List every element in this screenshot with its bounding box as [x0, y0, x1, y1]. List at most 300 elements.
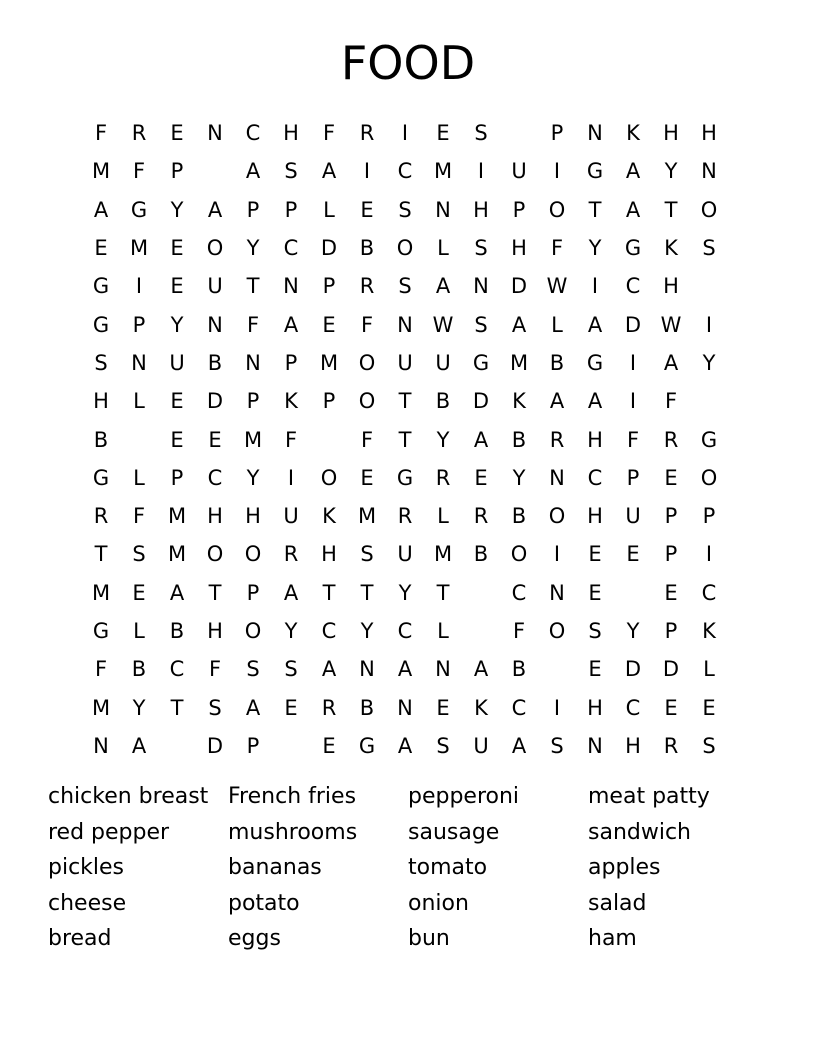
grid-letter: F — [132, 504, 146, 529]
grid-letter: B — [169, 619, 185, 643]
grid-letter: F — [550, 236, 564, 261]
grid-letter: N — [93, 733, 109, 758]
grid-letter: G — [92, 465, 110, 490]
grid-row — [82, 535, 728, 573]
grid-letter: G — [472, 350, 490, 375]
grid-letter: M — [509, 350, 529, 375]
grid-letter: E — [360, 197, 374, 222]
grid-letter: D — [624, 312, 642, 337]
word-list-item: red pepper — [48, 819, 170, 845]
grid-letter: E — [170, 274, 184, 299]
grid-letter: A — [473, 427, 489, 452]
grid-letter: G — [586, 350, 604, 375]
grid-letter: N — [587, 121, 603, 146]
grid-letter: H — [93, 389, 109, 414]
word-list-item: tomato — [408, 855, 488, 880]
grid-letter: A — [245, 695, 261, 720]
grid-letter: E — [626, 542, 640, 567]
grid-letter: E — [436, 695, 450, 720]
grid-letter: D — [206, 733, 224, 758]
grid-letter: G — [586, 159, 604, 184]
grid-letter: A — [207, 197, 223, 222]
grid-letter: F — [94, 657, 108, 682]
grid-letter: P — [170, 159, 184, 184]
grid-letter: M — [167, 504, 187, 529]
grid-letter: H — [283, 121, 299, 146]
grid-letter: R — [663, 733, 679, 758]
grid-letter: R — [549, 427, 565, 452]
grid-letter: A — [245, 159, 261, 184]
grid-row — [82, 191, 728, 229]
grid-letter: Y — [436, 427, 450, 452]
grid-letter: G — [92, 619, 110, 643]
grid-letter: M — [433, 542, 453, 567]
grid-letter: P — [626, 465, 640, 490]
grid-letter: E — [588, 580, 602, 605]
grid-letter: A — [435, 274, 451, 299]
grid-letter: L — [133, 389, 145, 414]
grid-letter: M — [433, 159, 453, 184]
grid-letter: O — [206, 236, 224, 261]
grid-letter: A — [283, 580, 299, 605]
grid-letter: H — [587, 695, 603, 720]
grid-letter: W — [432, 312, 454, 337]
page-title: FOOD — [340, 36, 476, 90]
grid-letter: S — [474, 121, 488, 146]
grid-letter: E — [170, 236, 184, 261]
grid-letter: I — [553, 542, 561, 567]
grid-letter: I — [477, 159, 485, 184]
grid-letter: U — [207, 274, 223, 299]
grid-letter: E — [664, 465, 678, 490]
grid-letter: C — [283, 236, 299, 261]
grid-letter: U — [283, 504, 299, 529]
grid-letter: D — [510, 274, 528, 299]
grid-letter: P — [132, 312, 146, 337]
word-list-item: bread — [48, 926, 112, 951]
grid-letter: L — [703, 657, 715, 682]
grid-letter: T — [360, 580, 374, 605]
grid-letter: O — [358, 389, 376, 414]
grid-letter: F — [664, 389, 678, 414]
word-list-item: ham — [588, 926, 637, 951]
grid-letter: S — [208, 695, 222, 720]
word-list-item: chicken breast — [48, 784, 209, 809]
grid-letter: R — [283, 542, 299, 567]
grid-letter: M — [91, 580, 111, 605]
grid-letter: H — [625, 733, 641, 758]
word-list-item: cheese — [48, 890, 127, 916]
grid-row — [82, 497, 728, 535]
grid-letter: D — [206, 389, 224, 414]
grid-letter: N — [549, 465, 565, 490]
grid-letter: P — [246, 580, 260, 605]
grid-letter: S — [702, 236, 716, 261]
grid-letter: U — [169, 350, 185, 375]
grid-letter: B — [435, 389, 451, 414]
grid-letter: G — [92, 274, 110, 299]
grid-letter: K — [284, 389, 298, 414]
grid-letter: S — [550, 733, 564, 758]
grid-letter: Y — [360, 619, 374, 643]
word-list — [48, 779, 768, 957]
grid-letter: H — [473, 197, 489, 222]
grid-letter: E — [94, 236, 108, 261]
grid-letter: B — [93, 427, 109, 452]
grid-letter: C — [625, 274, 641, 299]
grid-letter: Y — [702, 350, 716, 375]
grid-letter: M — [243, 427, 263, 452]
grid-letter: I — [363, 159, 371, 184]
grid-letter: D — [662, 657, 680, 682]
grid-letter: B — [207, 350, 223, 375]
grid-letter: F — [512, 619, 526, 643]
grid-letter: I — [705, 312, 713, 337]
word-list-item: pickles — [48, 855, 125, 880]
grid-row — [82, 420, 728, 458]
grid-letter: E — [702, 695, 716, 720]
grid-letter: Y — [588, 236, 602, 261]
grid-row — [82, 612, 728, 650]
word-list-item: apples — [588, 855, 661, 880]
grid-letter: R — [93, 504, 109, 529]
grid-letter: R — [359, 274, 375, 299]
word-list-item: eggs — [228, 926, 281, 951]
grid-letter: N — [283, 274, 299, 299]
grid-row — [82, 267, 728, 305]
grid-letter: I — [287, 465, 295, 490]
grid-letter: E — [170, 121, 184, 146]
grid-letter: F — [322, 121, 336, 146]
grid-letter: L — [437, 504, 449, 529]
grid-letter: O — [244, 542, 262, 567]
grid-letter: Y — [664, 159, 678, 184]
grid-letter: L — [133, 619, 145, 643]
grid-letter: I — [629, 389, 637, 414]
grid-letter: Y — [512, 465, 526, 490]
grid-letter: H — [663, 274, 679, 299]
grid-letter: L — [437, 619, 449, 643]
grid-letter: T — [398, 427, 412, 452]
grid-letter: F — [360, 312, 374, 337]
grid-letter: E — [322, 733, 336, 758]
grid-letter: P — [284, 197, 298, 222]
grid-letter: R — [397, 504, 413, 529]
grid-letter: T — [246, 274, 260, 299]
grid-letter: P — [284, 350, 298, 375]
grid-letter: R — [321, 695, 337, 720]
grid-letter: O — [548, 619, 566, 643]
word-list-item: pepperoni — [408, 784, 520, 809]
grid-letter: F — [360, 427, 374, 452]
grid-letter: P — [664, 619, 678, 643]
grid-letter: Y — [246, 236, 260, 261]
grid-letter: E — [208, 427, 222, 452]
grid-letter: B — [549, 350, 565, 375]
grid-letter: N — [435, 197, 451, 222]
grid-letter: S — [398, 274, 412, 299]
grid-letter: S — [398, 197, 412, 222]
grid-letter: G — [92, 312, 110, 337]
grid-row — [82, 114, 728, 152]
grid-letter: H — [587, 427, 603, 452]
grid-letter: T — [664, 197, 678, 222]
grid-letter: H — [207, 504, 223, 529]
grid-letter: P — [702, 504, 716, 529]
grid-letter: H — [321, 542, 337, 567]
grid-letter: H — [663, 121, 679, 146]
grid-letter: Y — [132, 695, 146, 720]
grid-letter: C — [207, 465, 223, 490]
grid-letter: U — [625, 504, 641, 529]
grid-letter: O — [700, 197, 718, 222]
grid-letter: G — [358, 733, 376, 758]
grid-letter: I — [553, 695, 561, 720]
grid-letter: T — [436, 580, 450, 605]
grid-letter: E — [132, 580, 146, 605]
grid-letter: C — [321, 619, 337, 643]
grid-letter: T — [208, 580, 222, 605]
grid-letter: A — [549, 389, 565, 414]
grid-letter: A — [625, 197, 641, 222]
grid-letter: G — [624, 236, 642, 261]
grid-letter: H — [587, 504, 603, 529]
grid-letter: I — [705, 542, 713, 567]
grid-letter: P — [664, 542, 678, 567]
grid-letter: N — [701, 159, 717, 184]
grid-letter: H — [511, 236, 527, 261]
word-list-item: bananas — [228, 855, 322, 880]
grid-row — [82, 650, 728, 688]
grid-letter: D — [472, 389, 490, 414]
grid-row — [82, 344, 728, 382]
grid-letter: C — [625, 695, 641, 720]
word-list-item: onion — [408, 890, 469, 916]
grid-letter: B — [359, 695, 375, 720]
grid-letter: I — [553, 159, 561, 184]
grid-letter: F — [626, 427, 640, 452]
grid-letter: E — [322, 312, 336, 337]
grid-letter: U — [397, 350, 413, 375]
letter-grid — [82, 114, 728, 765]
grid-letter: A — [321, 159, 337, 184]
grid-letter: E — [284, 695, 298, 720]
word-list-item: meat patty — [588, 784, 710, 809]
grid-letter: D — [624, 657, 642, 682]
grid-letter: L — [323, 197, 335, 222]
grid-letter: I — [401, 121, 409, 146]
grid-letter: E — [588, 542, 602, 567]
grid-letter: S — [246, 657, 260, 682]
grid-letter: I — [135, 274, 143, 299]
grid-letter: A — [321, 657, 337, 682]
grid-letter: K — [702, 619, 716, 643]
grid-letter: H — [245, 504, 261, 529]
grid-letter: C — [587, 465, 603, 490]
grid-letter: N — [473, 274, 489, 299]
grid-letter: T — [588, 197, 602, 222]
grid-letter: E — [170, 389, 184, 414]
grid-letter: A — [663, 350, 679, 375]
grid-letter: A — [511, 733, 527, 758]
grid-letter: O — [244, 619, 262, 643]
grid-letter: D — [320, 236, 338, 261]
grid-letter: B — [359, 236, 375, 261]
grid-letter: R — [359, 121, 375, 146]
grid-letter: W — [660, 312, 682, 337]
grid-letter: Y — [284, 619, 298, 643]
grid-letter: A — [283, 312, 299, 337]
grid-letter: U — [397, 542, 413, 567]
grid-letter: B — [473, 542, 489, 567]
grid-letter: O — [700, 465, 718, 490]
grid-row — [82, 152, 728, 190]
grid-letter: H — [207, 619, 223, 643]
grid-row — [82, 305, 728, 343]
grid-letter: K — [512, 389, 526, 414]
grid-letter: O — [320, 465, 338, 490]
grid-letter: E — [360, 465, 374, 490]
word-list-item: sausage — [408, 819, 500, 845]
grid-letter: K — [664, 236, 678, 261]
grid-letter: F — [284, 427, 298, 452]
grid-row — [82, 727, 728, 765]
grid-letter: C — [397, 619, 413, 643]
grid-letter: M — [319, 350, 339, 375]
grid-letter: P — [246, 197, 260, 222]
grid-letter: U — [435, 350, 451, 375]
grid-letter: C — [245, 121, 261, 146]
grid-letter: G — [700, 427, 718, 452]
grid-letter: N — [207, 312, 223, 337]
grid-letter: A — [131, 733, 147, 758]
grid-letter: O — [206, 542, 224, 567]
grid-letter: K — [322, 504, 336, 529]
grid-row — [82, 382, 728, 420]
word-list-item: potato — [228, 890, 300, 916]
grid-letter: T — [398, 389, 412, 414]
grid-letter: R — [435, 465, 451, 490]
grid-letter: S — [360, 542, 374, 567]
grid-letter: C — [169, 657, 185, 682]
grid-letter: G — [130, 197, 148, 222]
word-list-item: mushrooms — [228, 819, 358, 845]
grid-letter: P — [322, 274, 336, 299]
grid-letter: S — [436, 733, 450, 758]
grid-letter: L — [437, 236, 449, 261]
word-list-item: salad — [588, 890, 647, 916]
grid-letter: S — [702, 733, 716, 758]
grid-letter: N — [207, 121, 223, 146]
grid-row — [82, 459, 728, 497]
grid-letter: N — [359, 657, 375, 682]
grid-letter: A — [511, 312, 527, 337]
grid-letter: Y — [626, 619, 640, 643]
grid-letter: C — [701, 580, 717, 605]
grid-row — [82, 688, 728, 726]
grid-letter: F — [246, 312, 260, 337]
grid-letter: N — [245, 350, 261, 375]
grid-letter: C — [397, 159, 413, 184]
grid-letter: A — [587, 389, 603, 414]
grid-letter: O — [548, 197, 566, 222]
grid-letter: E — [474, 465, 488, 490]
grid-letter: A — [93, 197, 109, 222]
grid-letter: P — [550, 121, 564, 146]
grid-letter: S — [474, 236, 488, 261]
grid-letter: A — [625, 159, 641, 184]
grid-letter: I — [591, 274, 599, 299]
grid-letter: A — [587, 312, 603, 337]
grid-letter: F — [94, 121, 108, 146]
grid-letter: B — [511, 427, 527, 452]
grid-letter: P — [322, 389, 336, 414]
grid-letter: E — [664, 695, 678, 720]
grid-letter: P — [170, 465, 184, 490]
grid-letter: E — [170, 427, 184, 452]
grid-letter: O — [548, 504, 566, 529]
grid-letter: E — [664, 580, 678, 605]
grid-letter: C — [511, 580, 527, 605]
grid-letter: M — [129, 236, 149, 261]
word-list-item: sandwich — [588, 819, 691, 845]
grid-letter: A — [397, 657, 413, 682]
grid-letter: A — [397, 733, 413, 758]
grid-letter: C — [511, 695, 527, 720]
grid-letter: N — [131, 350, 147, 375]
grid-letter: B — [131, 657, 147, 682]
grid-row — [82, 229, 728, 267]
grid-letter: E — [588, 657, 602, 682]
grid-letter: O — [358, 350, 376, 375]
grid-letter: O — [510, 542, 528, 567]
grid-letter: S — [474, 312, 488, 337]
grid-letter: R — [473, 504, 489, 529]
grid-letter: M — [91, 159, 111, 184]
grid-letter: P — [664, 504, 678, 529]
grid-letter: A — [473, 657, 489, 682]
grid-letter: U — [511, 159, 527, 184]
grid-letter: N — [397, 695, 413, 720]
grid-letter: F — [208, 657, 222, 682]
grid-letter: Y — [170, 197, 184, 222]
grid-letter: G — [396, 465, 414, 490]
grid-letter: S — [94, 350, 108, 375]
grid-letter: S — [284, 657, 298, 682]
grid-letter: P — [246, 389, 260, 414]
grid-letter: L — [551, 312, 563, 337]
grid-letter: I — [629, 350, 637, 375]
grid-letter: N — [587, 733, 603, 758]
grid-letter: A — [169, 580, 185, 605]
grid-letter: P — [512, 197, 526, 222]
grid-row — [82, 574, 728, 612]
grid-letter: P — [246, 733, 260, 758]
grid-letter: N — [549, 580, 565, 605]
grid-letter: B — [511, 657, 527, 682]
grid-letter: M — [357, 504, 377, 529]
grid-letter: M — [91, 695, 111, 720]
grid-letter: L — [133, 465, 145, 490]
grid-letter: N — [397, 312, 413, 337]
grid-letter: K — [626, 121, 640, 146]
grid-letter: Y — [246, 465, 260, 490]
word-list-item: bun — [408, 926, 450, 951]
grid-letter: Y — [170, 312, 184, 337]
grid-letter: U — [473, 733, 489, 758]
grid-letter: K — [474, 695, 488, 720]
grid-letter: S — [284, 159, 298, 184]
